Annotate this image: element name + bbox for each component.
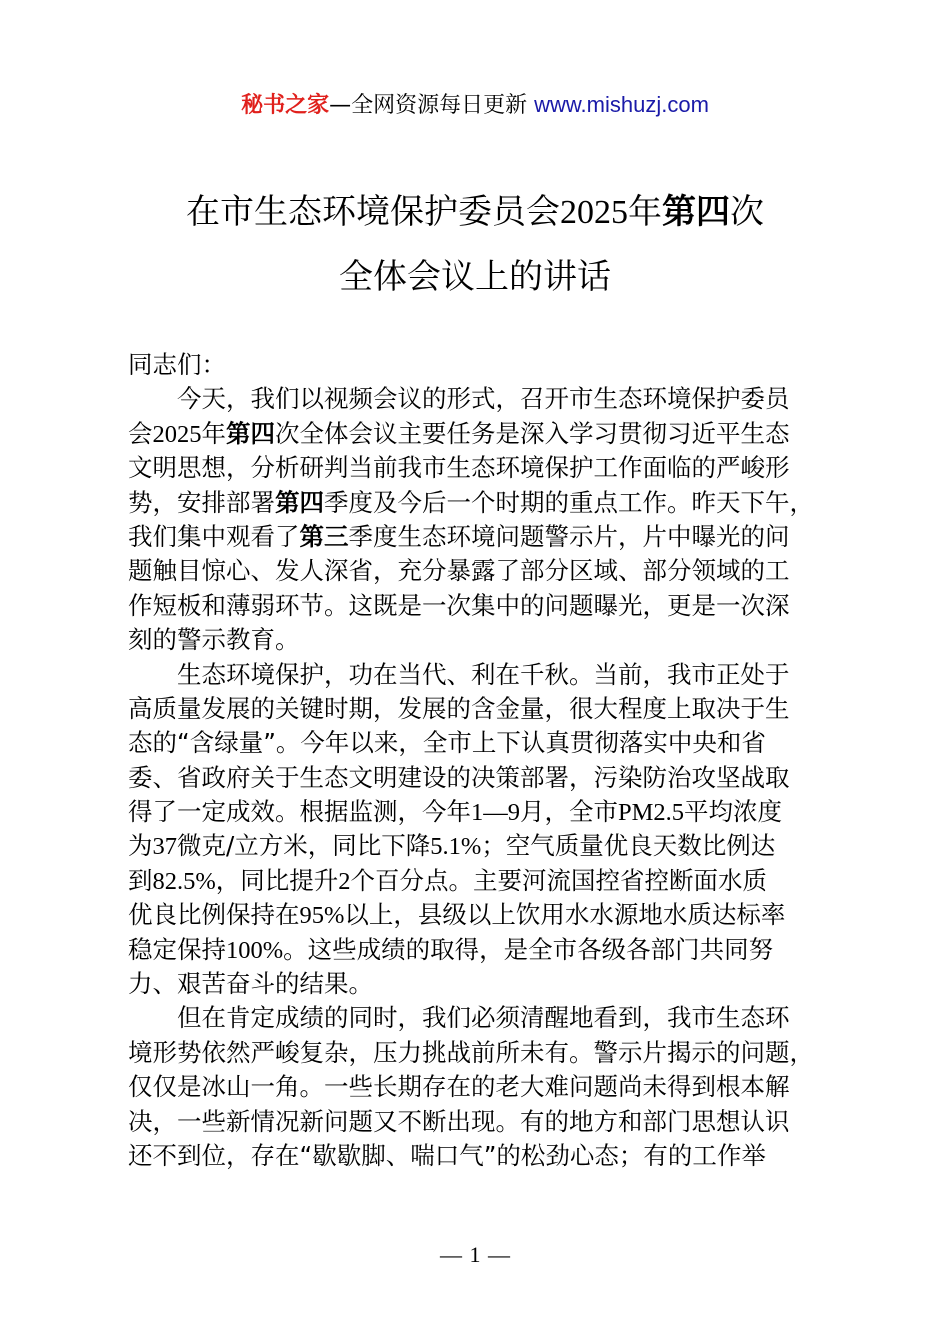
paragraph-3 (128, 1001, 834, 1173)
text-line: 但在肯定成绩的同时，我们必须清醒地看到，我市生态环 (177, 1003, 790, 1033)
document-title-line-2: 全体会议上的讲话 (339, 257, 611, 297)
text-line: 生态环境保护，功在当代、利在千秋。当前，我市正处于 (177, 659, 790, 689)
paragraph-2 (128, 658, 834, 1002)
text-line: 文明思想，分析研判当前我市生态环境保护工作面临的严峻形 (128, 453, 790, 483)
text-line: 得了一定成效。根据监测，今年1—9月，全市PM2.5平均浓度 (128, 797, 783, 827)
banner-url[interactable]: www.mishuzj.com (534, 92, 709, 117)
page-number-value: 1 (469, 1242, 481, 1267)
site-banner (0, 90, 950, 121)
text-line: 决，一些新情况新问题又不断出现。有的地方和部门思想认识 (128, 1106, 790, 1136)
text-line: 境形势依然严峻复杂，压力挑战前所未有。警示片揭示的问题， (128, 1037, 814, 1067)
text-line: 到82.5%，同比提升2个百分点。主要河流国控省控断面水质 (128, 865, 768, 895)
text-line: 今天，我们以视频会议的形式，召开市生态环境保护委员 (177, 384, 790, 414)
brand-name: 秘书之家 (241, 93, 330, 118)
text-line: 委、省政府关于生态文明建设的决策部署，污染防治攻坚战取 (128, 762, 790, 792)
text-line: 仅仅是冰山一角。一些长期存在的老大难问题尚未得到根本解 (128, 1072, 790, 1102)
banner-tagline: —全网资源每日更新 (329, 93, 528, 118)
text-line: 稳定保持100%。这些成绩的取得，是全市各级各部门共同努 (128, 934, 774, 964)
salutation: 同志们： (128, 350, 226, 379)
text-line: 优良比例保持在95%以上，县级以上饮用水水源地水质达标率 (128, 900, 786, 930)
document-title-line-1: 在市生态环境保护委员会2025年第四次 (186, 192, 764, 232)
text-line: 会2025年第四次全体会议主要任务是深入学习贯彻习近平生态 (128, 418, 790, 448)
document-body (128, 348, 834, 1173)
text-line: 力、艰苦奋斗的结果。 (128, 969, 373, 999)
text-line: 还不到位，存在“歇歇脚、喘口气”的松劲心态；有的工作举 (128, 1140, 766, 1170)
text-line: 作短板和薄弱环节。这既是一次集中的问题曝光，更是一次深 (128, 590, 790, 620)
page-number-dash-left: — (440, 1242, 462, 1267)
text-line: 题触目惊心、发人深省，充分暴露了部分区域、部分领域的工 (128, 556, 790, 586)
page-number (0, 1240, 950, 1270)
text-line: 刻的警示教育。 (128, 625, 300, 655)
text-line: 态的“含绿量”。今年以来，全市上下认真贯彻落实中央和省 (128, 728, 766, 758)
text-line: 高质量发展的关键时期，发展的含金量，很大程度上取决于生 (128, 693, 790, 723)
text-line: 为37微克/立方米，同比下降5.1%；空气质量优良天数比例达 (128, 831, 776, 861)
paragraph-1 (128, 382, 834, 657)
page-number-dash-right: — (488, 1242, 510, 1267)
text-line: 我们集中观看了第三季度生态环境问题警示片，片中曝光的问 (128, 521, 790, 551)
text-line: 势，安排部署第四季度及今后一个时期的重点工作。昨天下午， (128, 487, 814, 517)
